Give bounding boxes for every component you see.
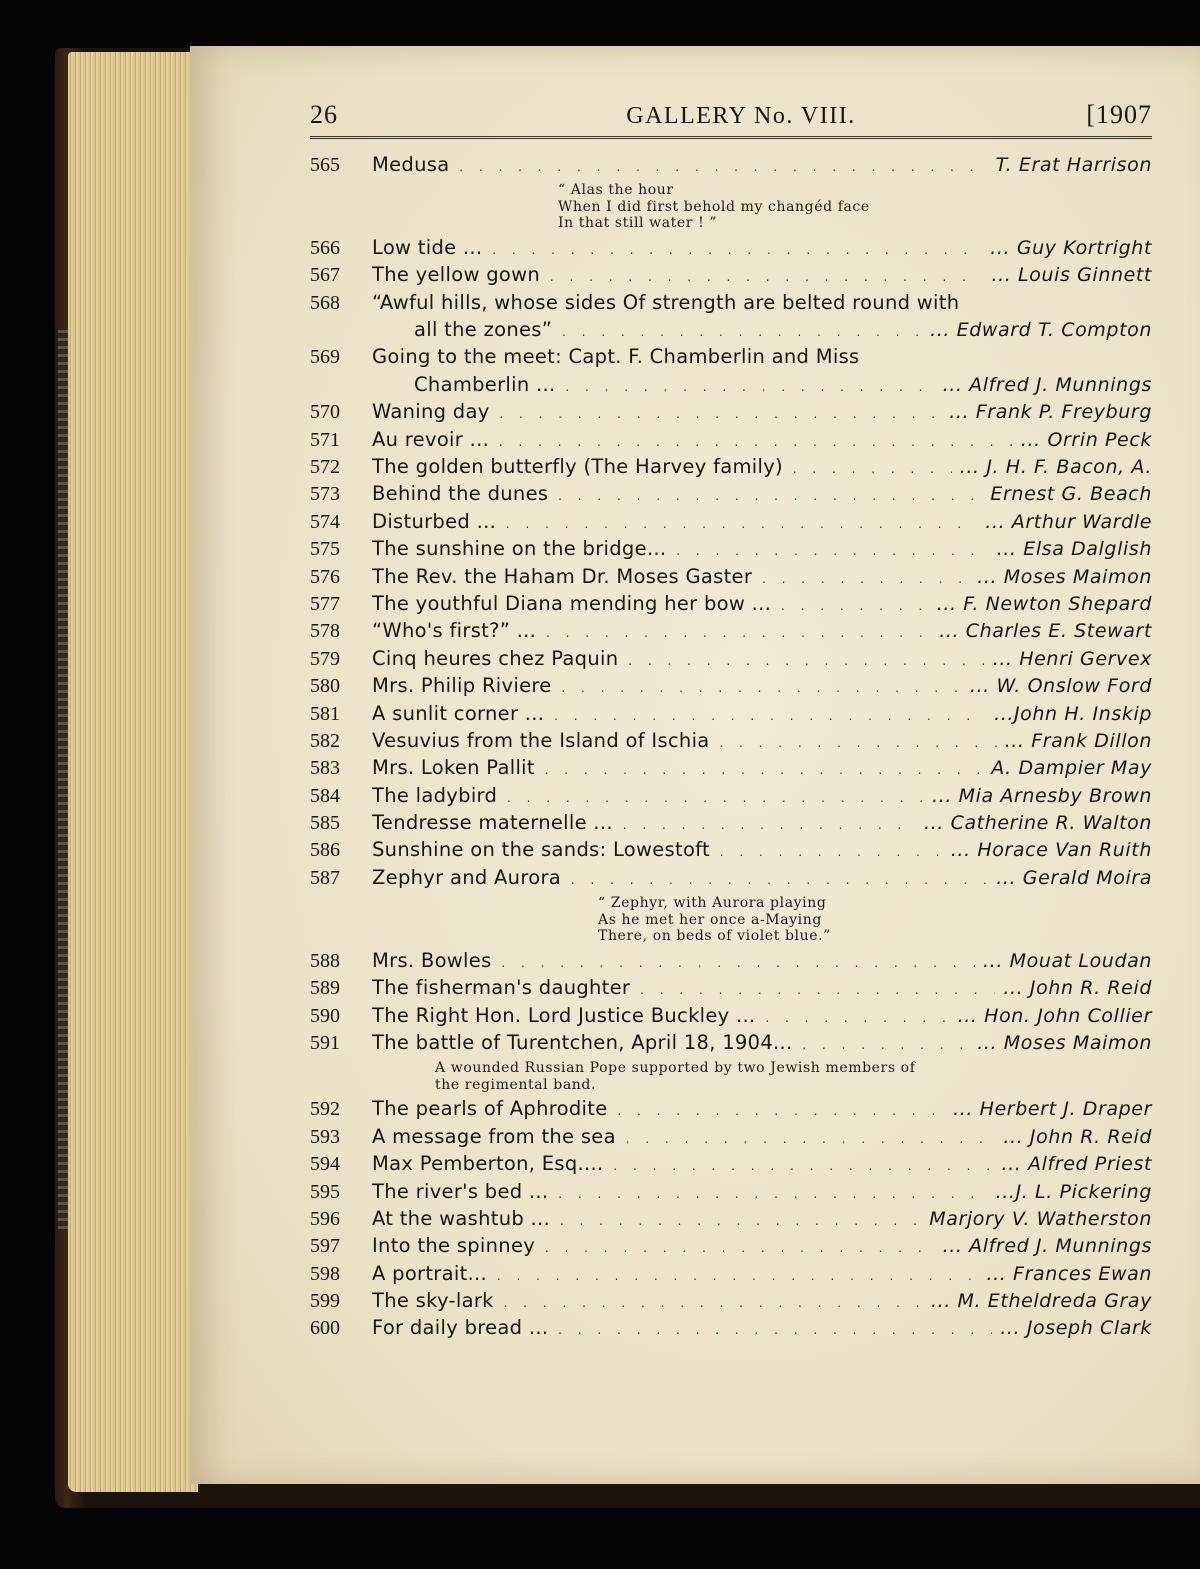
entry-artist: Ernest G. Beach — [990, 483, 1152, 506]
entry-artist: ... Louis Ginnett — [991, 264, 1152, 287]
page-number: 26 — [310, 100, 338, 129]
entry-title: The river's bed ... . . . — [372, 1180, 988, 1203]
entry-artist: ... M. Etheldreda Gray — [930, 1290, 1152, 1313]
entry-row — [310, 1180, 1152, 1207]
entry-row — [310, 1289, 1152, 1316]
entry-artist: ... F. Newton Shepard — [936, 592, 1152, 615]
entry-title: Behind the dunes . . . — [372, 482, 982, 505]
entry-title-continuation: all the zones” . . . — [414, 318, 922, 341]
entry-number: 599 — [310, 1290, 340, 1313]
entry-artist: ... Charles E. Stewart — [939, 620, 1152, 643]
entry-title: A message from the sea . . . — [372, 1125, 995, 1148]
entry-artist: ... Catherine R. Walton — [924, 812, 1152, 835]
entry-artist: ... Frank P. Freyburg — [949, 401, 1152, 424]
entry-number: 577 — [310, 592, 340, 615]
entry-artist: ... Mia Arnesby Brown — [932, 784, 1152, 807]
entry-row — [310, 811, 1152, 838]
entry-title: Waning day . . . — [372, 400, 941, 423]
entry-artist: ...J. L. Pickering — [995, 1180, 1152, 1203]
entry-row — [310, 674, 1152, 701]
entry-artist: ... Mouat Loudan — [983, 949, 1152, 972]
entry-artist: ... Alfred Priest — [1001, 1153, 1152, 1176]
entry-artist: ... Guy Kortright — [990, 236, 1152, 259]
entry-row — [310, 537, 1152, 564]
entry-artist: ... Arthur Wardle — [985, 510, 1152, 533]
entry-number: 576 — [310, 565, 340, 588]
entry-title: The youthful Diana mending her bow ... . . . — [372, 592, 929, 615]
entry-artist: T. Erat Harrison — [995, 154, 1152, 176]
entry-artist: ... Elsa Dalglish — [996, 538, 1152, 561]
entry-title: A sunlit corner ... . . . — [372, 702, 986, 725]
quote-line: There, on beds of violet blue.” — [598, 928, 831, 945]
entry-row — [310, 976, 1152, 1003]
entry-artist: ... Horace Van Ruith — [950, 839, 1152, 862]
entry-number: 600 — [310, 1317, 340, 1340]
entry-row — [310, 592, 1152, 619]
entry-artist: ... W. Onslow Ford — [969, 675, 1152, 698]
entry-continuation-row — [310, 373, 1152, 400]
entry-number: 585 — [310, 812, 340, 835]
entry-number: 579 — [310, 647, 340, 670]
entry-number: 570 — [310, 401, 340, 424]
entry-number: 592 — [310, 1098, 340, 1121]
gallery-title: GALLERY No. VIII. — [626, 103, 856, 129]
entry-title: Au revoir ... . . . — [372, 428, 1013, 451]
entry-artist: ... Frances Ewan — [986, 1262, 1152, 1285]
entry-row — [310, 647, 1152, 674]
entry-title: Tendresse maternelle ... . . . — [372, 811, 916, 834]
entry-row — [310, 838, 1152, 865]
page-edges — [68, 52, 198, 1492]
entry-number: 596 — [310, 1207, 340, 1230]
entry-artist: ... J. H. F. Bacon, A. — [959, 456, 1152, 479]
entry-artist: Marjory V. Watherston — [929, 1207, 1152, 1230]
quote-line: the regimental band. — [435, 1076, 597, 1093]
entry-row — [310, 153, 1152, 180]
entry-number: 567 — [310, 264, 340, 287]
entry-title: The pearls of Aphrodite . . . — [372, 1097, 945, 1120]
entry-number: 589 — [310, 977, 340, 1000]
entry-title: The sky-lark . . . — [372, 1289, 923, 1312]
entry-title: Low tide ... . . . — [372, 236, 982, 259]
entry-artist: ... Orrin Peck — [1020, 428, 1152, 451]
entry-row — [310, 1316, 1152, 1343]
quote-line: When I did first behold my changéd face — [558, 198, 870, 215]
entry-row — [310, 756, 1152, 783]
entry-title: The battle of Turentchen, April 18, 1904... . . . — [372, 1031, 969, 1054]
entry-title: The sunshine on the bridge... . . . — [372, 537, 989, 560]
entry-row — [310, 428, 1152, 455]
entry-row — [310, 510, 1152, 537]
entry-number: 595 — [310, 1180, 340, 1203]
entry-number: 571 — [310, 428, 340, 451]
entry-row — [310, 866, 1152, 893]
entry-row — [310, 455, 1152, 482]
entry-row — [310, 784, 1152, 811]
entry-number: 565 — [310, 154, 340, 176]
entry-row — [310, 400, 1152, 427]
quote-line: As he met her once a-Maying — [598, 911, 822, 928]
entry-number: 566 — [310, 236, 340, 259]
entry-title: For daily bread ... . . . — [372, 1316, 992, 1339]
entry-number: 582 — [310, 729, 340, 752]
entry-quote — [310, 1060, 1152, 1093]
entry-row — [310, 1207, 1152, 1234]
entry-title: Cinq heures chez Paquin . . . — [372, 647, 985, 670]
entry-number: 594 — [310, 1153, 340, 1176]
entry-row — [310, 1152, 1152, 1179]
entry-number: 586 — [310, 839, 340, 862]
entry-artist: A. Dampier May — [991, 757, 1152, 780]
entry-artist: ... Herbert J. Draper — [953, 1098, 1152, 1121]
entry-number: 588 — [310, 949, 340, 972]
entry-row — [310, 291, 1152, 318]
entry-artist: ... Joseph Clark — [1000, 1317, 1152, 1340]
entry-title: The Right Hon. Lord Justice Buckley ... . . . — [372, 1004, 950, 1027]
entry-artist: ... Hon. John Collier — [957, 1004, 1152, 1027]
entry-title: Into the spinney . . . — [372, 1234, 935, 1257]
entry-number: 574 — [310, 510, 340, 533]
entry-title: Mrs. Loken Pallit . . . — [372, 756, 983, 779]
entry-title: Going to the meet: Capt. F. Chamberlin and Miss — [372, 345, 860, 369]
entry-title: A portrait... . . . — [372, 1262, 979, 1285]
entry-artist: ... Alfred J. Munnings — [942, 373, 1152, 396]
entry-row — [310, 565, 1152, 592]
quote-line: “ Alas the hour — [558, 182, 674, 199]
entry-number: 593 — [310, 1125, 340, 1148]
entry-title: Mrs. Bowles . . . — [372, 949, 975, 972]
entry-title: The yellow gown . . . — [372, 263, 983, 286]
entry-artist: ... John R. Reid — [1003, 977, 1152, 1000]
catalogue-year: [1907 — [1086, 100, 1152, 129]
entry-artist: ... Edward T. Compton — [930, 319, 1152, 342]
entry-row — [310, 263, 1152, 290]
entry-row — [310, 1004, 1152, 1031]
entry-number: 590 — [310, 1004, 340, 1027]
entry-title-continuation: Chamberlin ... . . . — [414, 373, 935, 396]
entry-artist: ... Moses Maimon — [977, 565, 1152, 588]
entry-row — [310, 949, 1152, 976]
quote-line: In that still water ! ” — [558, 215, 718, 232]
catalogue-sheet — [310, 100, 1152, 1344]
entry-title: The fisherman's daughter . . . — [372, 976, 995, 999]
header-rule — [310, 136, 1152, 141]
entry-number: 569 — [310, 346, 340, 369]
entry-artist: ... Alfred J. Munnings — [942, 1235, 1152, 1258]
entry-number: 584 — [310, 784, 340, 807]
entry-number: 580 — [310, 675, 340, 698]
entry-title: Vesuvius from the Island of Ischia . . . — [372, 729, 997, 752]
entry-title: The Rev. the Haham Dr. Moses Gaster . . . — [372, 565, 969, 588]
entry-title: “Who's first?” ... . . . — [372, 619, 931, 642]
entry-number: 591 — [310, 1031, 340, 1054]
entry-number: 575 — [310, 538, 340, 561]
entry-title: Sunshine on the sands: Lowestoft . . . — [372, 838, 943, 861]
entry-row — [310, 702, 1152, 729]
entry-title: Mrs. Philip Riviere . . . — [372, 674, 962, 697]
quote-line: A wounded Russian Pope supported by two Jewish members of — [435, 1060, 916, 1077]
entry-number: 581 — [310, 702, 340, 725]
entry-number: 598 — [310, 1262, 340, 1285]
entry-title: At the washtub ... . . . — [372, 1207, 921, 1230]
entry-row — [310, 1125, 1152, 1152]
entry-quote — [310, 895, 1152, 945]
entry-artist: ... Henri Gervex — [992, 647, 1152, 670]
entry-artist: ... Frank Dillon — [1004, 729, 1152, 752]
entry-artist: ... Gerald Moira — [996, 866, 1152, 889]
entry-number: 597 — [310, 1235, 340, 1258]
entry-artist: ...John H. Inskip — [994, 702, 1152, 725]
entry-quote — [310, 182, 1152, 232]
entry-title: Max Pemberton, Esq.... . . . — [372, 1152, 993, 1175]
entry-number: 578 — [310, 620, 340, 643]
entry-title: The ladybird . . . — [372, 784, 924, 807]
entry-row — [310, 236, 1152, 263]
entry-row — [310, 1031, 1152, 1058]
entry-title: Disturbed ... . . . — [372, 510, 977, 533]
entry-row — [310, 1262, 1152, 1289]
page-header — [310, 100, 1152, 132]
entry-title: Zephyr and Aurora . . . — [372, 866, 988, 889]
quote-line: “ Zephyr, with Aurora playing — [598, 895, 827, 912]
entry-artist: ... John R. Reid — [1003, 1125, 1152, 1148]
entry-number: 583 — [310, 757, 340, 780]
entry-number: 573 — [310, 483, 340, 506]
entry-row — [310, 1097, 1152, 1124]
entry-title: The golden butterfly (The Harvey family) . . . — [372, 455, 952, 478]
entry-title: Medusa . . . — [372, 153, 988, 176]
entry-continuation-row — [310, 318, 1152, 345]
entry-number: 568 — [310, 291, 340, 314]
entry-row — [310, 1234, 1152, 1261]
entry-title: “Awful hills, whose sides Of strength are belted round with — [372, 290, 960, 314]
entry-row — [310, 619, 1152, 646]
entry-number: 572 — [310, 456, 340, 479]
entry-row — [310, 482, 1152, 509]
entry-row — [310, 345, 1152, 372]
entry-number: 587 — [310, 866, 340, 889]
entry-artist: ... Moses Maimon — [977, 1031, 1152, 1054]
entry-row — [310, 729, 1152, 756]
entry-list — [310, 153, 1152, 1344]
